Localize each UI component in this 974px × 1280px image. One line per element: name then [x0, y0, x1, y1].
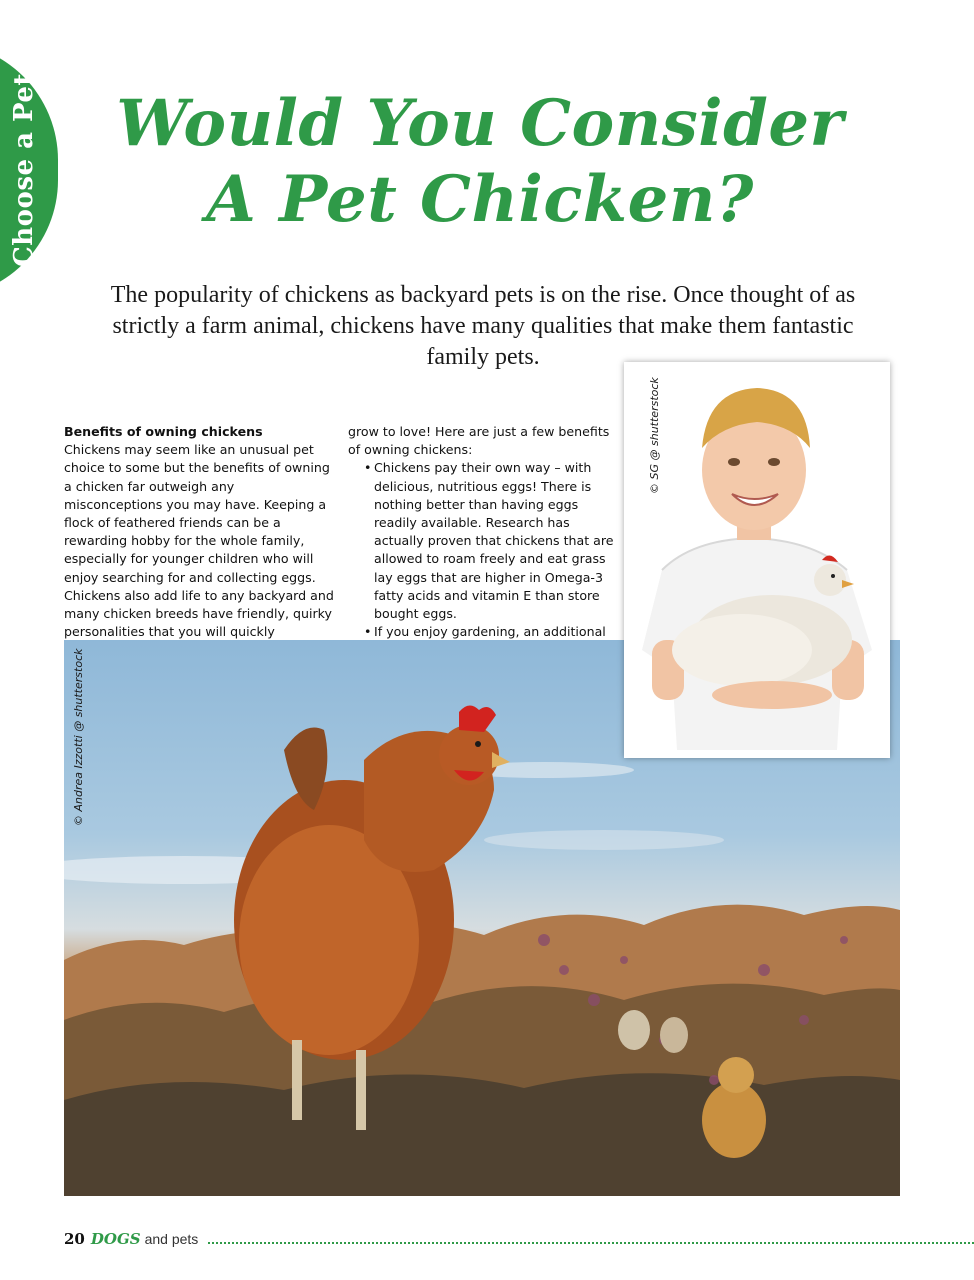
magazine-brand-suffix: and pets: [144, 1231, 199, 1247]
section-tab-label-wrap: [4, 42, 44, 298]
boy-photo-credit: © SG @ shutterstock: [648, 377, 661, 494]
footer-divider: [208, 1234, 974, 1244]
body-paragraph-part-1: Chickens may seem like an unusual pet choice to some but the benefits of owning a chicken far outweigh any misconceptions you may have. Keeping a flock of feathered friends can be a rewarding hobby for the whole family, especially for younger children who will enjoy searching for and collecting eggs. Chickens also add life to any backyard and many chicken breeds have friendly, quirky personalities that you will quickly: [64, 442, 334, 640]
boy-illustration: [632, 370, 882, 750]
hen-photo-credit: © Andrea Izzotti @ shutterstock: [72, 648, 85, 826]
title-line-1: Would You Consider: [116, 86, 844, 161]
page-footer: [64, 1230, 974, 1252]
intro-paragraph: The popularity of chickens as backyard pets is on the rise. Once thought of as strictly a farm animal, chickens have many qualities that make them fantastic family pets.: [110, 282, 856, 370]
article-column-2: [348, 423, 618, 641]
section-heading: Benefits of owning chickens: [64, 424, 263, 439]
list-item: • Chickens pay their own way – with delicious, nutritious eggs! There is nothing better than having eggs readily available. Research has actually proven that chickens that are allowed to roam freely and eat grass lay eggs that are higher in Omega-3 fatty acids and vitamin E than store bought eggs.: [374, 459, 618, 623]
boy-photo: [632, 370, 882, 750]
article-column-1: [64, 423, 336, 641]
title-line-2: A Pet Chicken?: [206, 162, 754, 237]
body-paragraph-part-2: grow to love! Here are just a few benefits of owning chickens:: [348, 424, 610, 458]
benefits-list: [348, 459, 618, 641]
list-item: • If you enjoy gardening, an additional: [374, 623, 618, 641]
section-tab-label: Choose a Pet: [9, 73, 40, 267]
article-title: [100, 86, 860, 238]
magazine-brand: DOGS: [90, 1230, 141, 1248]
page-number: 20: [64, 1230, 85, 1248]
